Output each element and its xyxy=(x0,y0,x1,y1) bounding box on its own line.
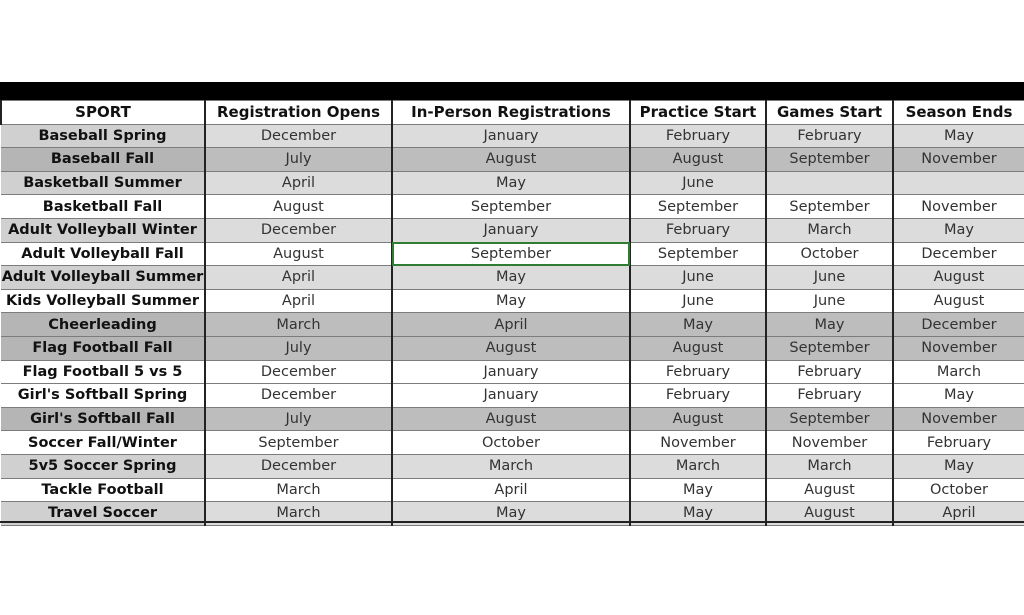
practice-start-cell[interactable]: June xyxy=(630,266,766,290)
season-ends-cell[interactable]: February xyxy=(893,431,1024,455)
registration-opens-cell[interactable]: July xyxy=(205,148,392,172)
games-start-cell[interactable]: March xyxy=(766,218,893,242)
in-person-registrations-cell[interactable]: January xyxy=(392,218,630,242)
season-ends-cell[interactable]: May xyxy=(893,454,1024,478)
registration-opens-cell[interactable]: March xyxy=(205,502,392,526)
sport-cell[interactable]: Travel Soccer xyxy=(1,502,205,526)
practice-start-cell[interactable]: May xyxy=(630,313,766,337)
games-start-cell[interactable]: February xyxy=(766,360,893,384)
practice-start-cell[interactable]: February xyxy=(630,360,766,384)
registration-opens-cell[interactable]: March xyxy=(205,478,392,502)
sport-cell[interactable]: Soccer Fall/Winter xyxy=(1,431,205,455)
table-row xyxy=(1,124,1024,148)
in-person-registrations-cell[interactable]: September xyxy=(392,195,630,219)
games-start-cell[interactable]: June xyxy=(766,266,893,290)
in-person-registrations-cell[interactable]: January xyxy=(392,360,630,384)
registration-opens-cell[interactable]: August xyxy=(205,242,392,266)
season-ends-cell[interactable]: May xyxy=(893,218,1024,242)
table-row xyxy=(1,407,1024,431)
registration-opens-cell[interactable]: August xyxy=(205,195,392,219)
practice-start-cell[interactable]: June xyxy=(630,171,766,195)
in-person-registrations-cell[interactable]: May xyxy=(392,502,630,526)
table-row xyxy=(1,336,1024,360)
sport-cell[interactable]: Adult Volleyball Summer xyxy=(1,266,205,290)
table-row xyxy=(1,266,1024,290)
in-person-registrations-cell[interactable]: March xyxy=(392,454,630,478)
games-start-cell[interactable]: February xyxy=(766,384,893,408)
table-bottom-border xyxy=(0,521,1024,523)
in-person-registrations-cell[interactable]: August xyxy=(392,407,630,431)
registration-opens-cell[interactable]: September xyxy=(205,431,392,455)
sport-cell[interactable]: Cheerleading xyxy=(1,313,205,337)
sports-schedule-table xyxy=(0,100,1024,526)
practice-start-cell[interactable]: August xyxy=(630,148,766,172)
in-person-registrations-cell[interactable]: September xyxy=(392,242,630,266)
sport-cell[interactable]: Girl's Softball Spring xyxy=(1,384,205,408)
practice-start-cell[interactable]: February xyxy=(630,218,766,242)
sport-cell[interactable]: Tackle Football xyxy=(1,478,205,502)
season-ends-cell[interactable]: May xyxy=(893,384,1024,408)
practice-start-cell[interactable]: March xyxy=(630,454,766,478)
practice-start-cell[interactable]: September xyxy=(630,195,766,219)
sport-cell[interactable]: Girl's Softball Fall xyxy=(1,407,205,431)
in-person-registrations-cell[interactable]: January xyxy=(392,124,630,148)
sport-cell[interactable]: Adult Volleyball Fall xyxy=(1,242,205,266)
table-row xyxy=(1,384,1024,408)
table-row xyxy=(1,454,1024,478)
header-row xyxy=(1,101,1024,125)
column-header-games-start[interactable]: Games Start xyxy=(766,101,893,125)
games-start-cell[interactable]: February xyxy=(766,124,893,148)
season-ends-cell[interactable]: December xyxy=(893,313,1024,337)
table-row xyxy=(1,313,1024,337)
table-row xyxy=(1,289,1024,313)
season-ends-cell[interactable]: December xyxy=(893,242,1024,266)
sport-cell[interactable]: Baseball Fall xyxy=(1,148,205,172)
in-person-registrations-cell[interactable]: August xyxy=(392,336,630,360)
registration-opens-cell[interactable]: December xyxy=(205,384,392,408)
season-ends-cell[interactable]: May xyxy=(893,124,1024,148)
registration-opens-cell[interactable]: April xyxy=(205,289,392,313)
practice-start-cell[interactable]: May xyxy=(630,502,766,526)
sport-cell[interactable]: Baseball Spring xyxy=(1,124,205,148)
practice-start-cell[interactable]: November xyxy=(630,431,766,455)
column-header-season-ends[interactable]: Season Ends xyxy=(893,101,1024,125)
registration-opens-cell[interactable]: March xyxy=(205,313,392,337)
table-row xyxy=(1,360,1024,384)
season-ends-cell[interactable]: October xyxy=(893,478,1024,502)
games-start-cell[interactable]: September xyxy=(766,148,893,172)
table-row xyxy=(1,478,1024,502)
registration-opens-cell[interactable]: December xyxy=(205,360,392,384)
games-start-cell[interactable]: June xyxy=(766,289,893,313)
table-row xyxy=(1,218,1024,242)
practice-start-cell[interactable]: September xyxy=(630,242,766,266)
sport-cell[interactable]: Adult Volleyball Winter xyxy=(1,218,205,242)
games-start-cell[interactable]: September xyxy=(766,407,893,431)
in-person-registrations-cell[interactable]: April xyxy=(392,478,630,502)
table-row xyxy=(1,171,1024,195)
in-person-registrations-cell[interactable]: August xyxy=(392,148,630,172)
table-row xyxy=(1,242,1024,266)
season-ends-cell[interactable]: November xyxy=(893,407,1024,431)
practice-start-cell[interactable]: August xyxy=(630,407,766,431)
sport-cell[interactable]: Flag Football Fall xyxy=(1,336,205,360)
practice-start-cell[interactable]: February xyxy=(630,384,766,408)
games-start-cell[interactable]: October xyxy=(766,242,893,266)
season-ends-cell[interactable] xyxy=(893,171,1024,195)
registration-opens-cell[interactable]: December xyxy=(205,124,392,148)
registration-opens-cell[interactable]: April xyxy=(205,171,392,195)
in-person-registrations-cell[interactable]: October xyxy=(392,431,630,455)
registration-opens-cell[interactable]: July xyxy=(205,336,392,360)
table-row xyxy=(1,195,1024,219)
in-person-registrations-cell[interactable]: May xyxy=(392,289,630,313)
season-ends-cell[interactable]: April xyxy=(893,502,1024,526)
sport-cell[interactable]: Basketball Summer xyxy=(1,171,205,195)
column-header-in-person-registrations[interactable]: In-Person Registrations xyxy=(392,101,630,125)
column-header-practice-start[interactable]: Practice Start xyxy=(630,101,766,125)
sport-cell[interactable]: 5v5 Soccer Spring xyxy=(1,454,205,478)
practice-start-cell[interactable]: August xyxy=(630,336,766,360)
in-person-registrations-cell[interactable]: May xyxy=(392,266,630,290)
games-start-cell[interactable]: August xyxy=(766,502,893,526)
practice-start-cell[interactable]: June xyxy=(630,289,766,313)
games-start-cell[interactable]: September xyxy=(766,195,893,219)
registration-opens-cell[interactable]: December xyxy=(205,218,392,242)
practice-start-cell[interactable]: May xyxy=(630,478,766,502)
in-person-registrations-cell[interactable]: January xyxy=(392,384,630,408)
season-ends-cell[interactable]: August xyxy=(893,266,1024,290)
season-ends-cell[interactable]: November xyxy=(893,195,1024,219)
games-start-cell[interactable] xyxy=(766,171,893,195)
games-start-cell[interactable]: September xyxy=(766,336,893,360)
practice-start-cell[interactable]: February xyxy=(630,124,766,148)
games-start-cell[interactable]: November xyxy=(766,431,893,455)
in-person-registrations-cell[interactable]: May xyxy=(392,171,630,195)
season-ends-cell[interactable]: November xyxy=(893,148,1024,172)
sport-cell[interactable]: Kids Volleyball Summer xyxy=(1,289,205,313)
registration-opens-cell[interactable]: July xyxy=(205,407,392,431)
column-header-sport[interactable]: SPORT xyxy=(1,101,205,125)
in-person-registrations-cell[interactable]: April xyxy=(392,313,630,337)
registration-opens-cell[interactable]: December xyxy=(205,454,392,478)
column-header-registration-opens[interactable]: Registration Opens xyxy=(205,101,392,125)
registration-opens-cell[interactable]: April xyxy=(205,266,392,290)
sport-cell[interactable]: Flag Football 5 vs 5 xyxy=(1,360,205,384)
season-ends-cell[interactable]: March xyxy=(893,360,1024,384)
games-start-cell[interactable]: August xyxy=(766,478,893,502)
games-start-cell[interactable]: March xyxy=(766,454,893,478)
sport-cell[interactable]: Basketball Fall xyxy=(1,195,205,219)
games-start-cell[interactable]: May xyxy=(766,313,893,337)
table-row xyxy=(1,148,1024,172)
season-ends-cell[interactable]: November xyxy=(893,336,1024,360)
table-top-bar xyxy=(0,82,1024,100)
season-ends-cell[interactable]: August xyxy=(893,289,1024,313)
table-row xyxy=(1,431,1024,455)
